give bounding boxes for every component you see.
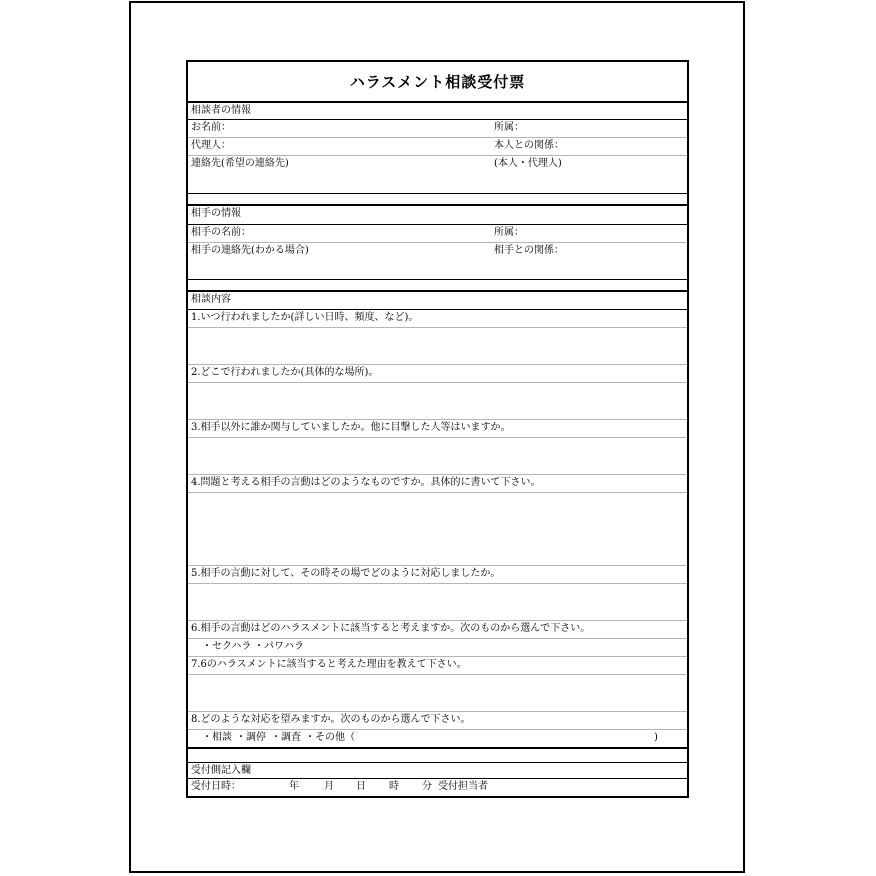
answer-1-field[interactable] <box>188 328 687 365</box>
question-8: 8.どのような対応を望みますか。次のものから選んで下さい。 <box>188 712 687 730</box>
answer-3-field[interactable] <box>188 438 687 475</box>
reception-day: 日 <box>356 781 366 792</box>
option-consultation[interactable]: ・相談 <box>202 732 232 743</box>
question-1: 1.いつ行われましたか(詳しい日時、頻度、など)。 <box>188 310 687 328</box>
answer-7-field[interactable] <box>188 675 687 712</box>
reception-month: 月 <box>324 781 334 792</box>
option-other-close: ) <box>654 732 658 743</box>
consulter-agent-row[interactable] <box>188 138 687 156</box>
consulter-name-row[interactable] <box>188 120 687 138</box>
answer-5-field[interactable] <box>188 584 687 621</box>
reception-row[interactable] <box>188 779 687 796</box>
reception-date-label: 受付日時： <box>191 781 241 792</box>
section-content-header: 相談内容 <box>188 292 687 310</box>
question-7: 7.6のハラスメントに該当すると考えた理由を教えて下さい。 <box>188 657 687 675</box>
option-other[interactable]: ・その他（ <box>305 732 355 743</box>
consulter-affiliation-label: 所属： <box>494 122 524 133</box>
consulter-name-label: お名前： <box>191 122 231 133</box>
option-sexual-harassment[interactable]: ・セクハラ <box>202 641 252 652</box>
question-8-options <box>188 730 687 749</box>
question-6: 6.相手の言動はどのハラスメントに該当すると考えますか。次のものから選んで下さい。 <box>188 621 687 639</box>
section-consulter-header: 相談者の情報 <box>188 103 687 120</box>
consulter-agent-label: 代理人： <box>191 140 231 151</box>
reception-staff-label: 受付担当者 <box>438 781 488 792</box>
other-party-name-row[interactable] <box>188 225 687 243</box>
consultation-form <box>186 60 689 798</box>
form-title: ハラスメント相談受付票 <box>188 62 687 103</box>
option-power-harassment[interactable]: ・パワハラ <box>254 641 304 652</box>
consulter-contact-note: (本人・代理人) <box>494 158 562 169</box>
reception-minute: 分 <box>422 781 432 792</box>
option-mediation[interactable]: ・調停 <box>236 732 266 743</box>
other-party-affiliation-label: 所属： <box>494 227 524 238</box>
section-reception-header: 受付側記入欄 <box>188 762 687 779</box>
option-investigation[interactable]: ・調査 <box>271 732 301 743</box>
question-4: 4.問題と考える相手の言動はどのようなものですか。具体的に書いて下さい。 <box>188 475 687 493</box>
consulter-relation-label: 本人との関係： <box>494 140 564 151</box>
other-party-name-label: 相手の名前： <box>191 227 251 238</box>
other-party-contact-label: 相手の連絡先(わかる場合) <box>191 245 309 256</box>
question-5: 5.相手の言動に対して、その時その場でどのように対応しましたか。 <box>188 566 687 584</box>
question-2: 2.どこで行われましたか(具体的な場所)。 <box>188 365 687 383</box>
answer-2-field[interactable] <box>188 383 687 420</box>
section-other-party-header: 相手の情報 <box>188 206 687 225</box>
other-party-contact-row[interactable] <box>188 243 687 280</box>
reception-year: 年 <box>289 781 299 792</box>
question-3: 3.相手以外に誰か関与していましたか。他に目撃した人等はいますか。 <box>188 420 687 438</box>
other-party-relation-label: 相手との関係： <box>494 245 564 256</box>
consulter-contact-label: 連絡先(希望の連絡先) <box>191 158 289 169</box>
reception-hour: 時 <box>389 781 399 792</box>
question-6-options <box>188 639 687 657</box>
answer-4-field[interactable] <box>188 493 687 566</box>
consulter-contact-row[interactable] <box>188 156 687 194</box>
